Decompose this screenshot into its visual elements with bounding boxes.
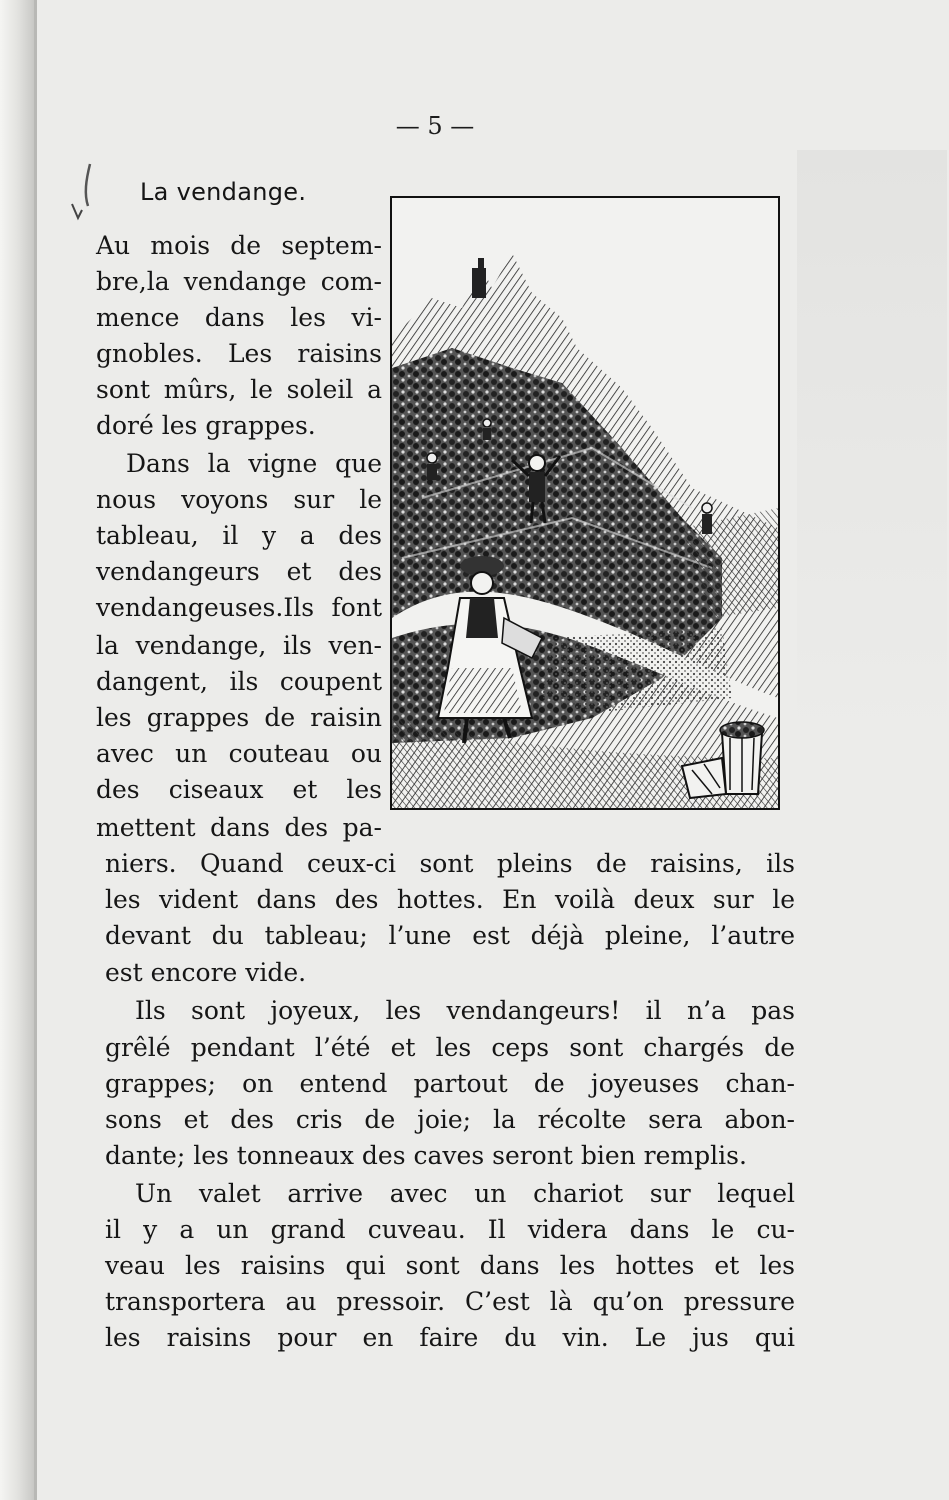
show-through-shadow (797, 150, 947, 750)
body-line: les raisins pour en faire du vin. Le jus qui (105, 1323, 795, 1352)
column-line: doré les grappes. (96, 411, 316, 440)
previous-page-edge (0, 0, 34, 1500)
column-line: sont mûrs, le soleil a (96, 375, 382, 404)
column-line: vendangeurs et des (96, 557, 382, 586)
column-line: Au mois de septem- (96, 231, 382, 260)
body-line: Un valet arrive avec un chariot sur lequel (135, 1179, 795, 1208)
body-line: dante; les tonneaux des caves seront bien remplis. (105, 1141, 747, 1170)
column-line: des ciseaux et les (96, 775, 382, 804)
column-line: bre,la vendange com- (96, 267, 382, 296)
column-line: dangent, ils coupent (96, 667, 382, 696)
vineyard-engraving (392, 198, 778, 808)
column-line: avec un couteau ou (96, 739, 382, 768)
body-line: niers. Quand ceux-ci sont pleins de raisins, ils (105, 849, 795, 878)
column-line: nous voyons sur le (96, 485, 382, 514)
column-line: vendangeuses.Ils font (96, 593, 382, 622)
body-line: transportera au pressoir. C’est là qu’on pressure (105, 1287, 795, 1316)
column-line: la vendange, ils ven- (96, 631, 382, 660)
body-line: veau les raisins qui sont dans les hottes et les (105, 1251, 795, 1280)
page-number: — 5 — (395, 112, 475, 140)
column-line: mettent dans des pa- (96, 813, 382, 842)
vineyard-illustration (390, 196, 780, 810)
column-line: mence dans les vi- (96, 303, 382, 332)
body-line: devant du tableau; l’une est déjà pleine, l’autre (105, 921, 795, 950)
body-line: grappes; on entend partout de joyeuses chan- (105, 1069, 795, 1098)
body-line: est encore vide. (105, 958, 307, 987)
column-line: tableau, il y a des (96, 521, 382, 550)
body-line: il y a un grand cuveau. Il videra dans le cu- (105, 1215, 795, 1244)
body-line: sons et des cris de joie; la récolte sera abon- (105, 1105, 795, 1134)
body-line: grêlé pendant l’été et les ceps sont chargés de (105, 1033, 795, 1062)
body-line: les vident dans des hottes. En voilà deux sur le (105, 885, 795, 914)
column-line: les grappes de raisin (96, 703, 382, 732)
column-line: Dans la vigne que (126, 449, 382, 478)
body-line: Ils sont joyeux, les vendangeurs! il n’a pas (135, 996, 795, 1025)
section-heading: La vendange. (140, 178, 307, 206)
column-line: gnobles. Les raisins (96, 339, 382, 368)
pencil-check-mark (66, 160, 98, 230)
